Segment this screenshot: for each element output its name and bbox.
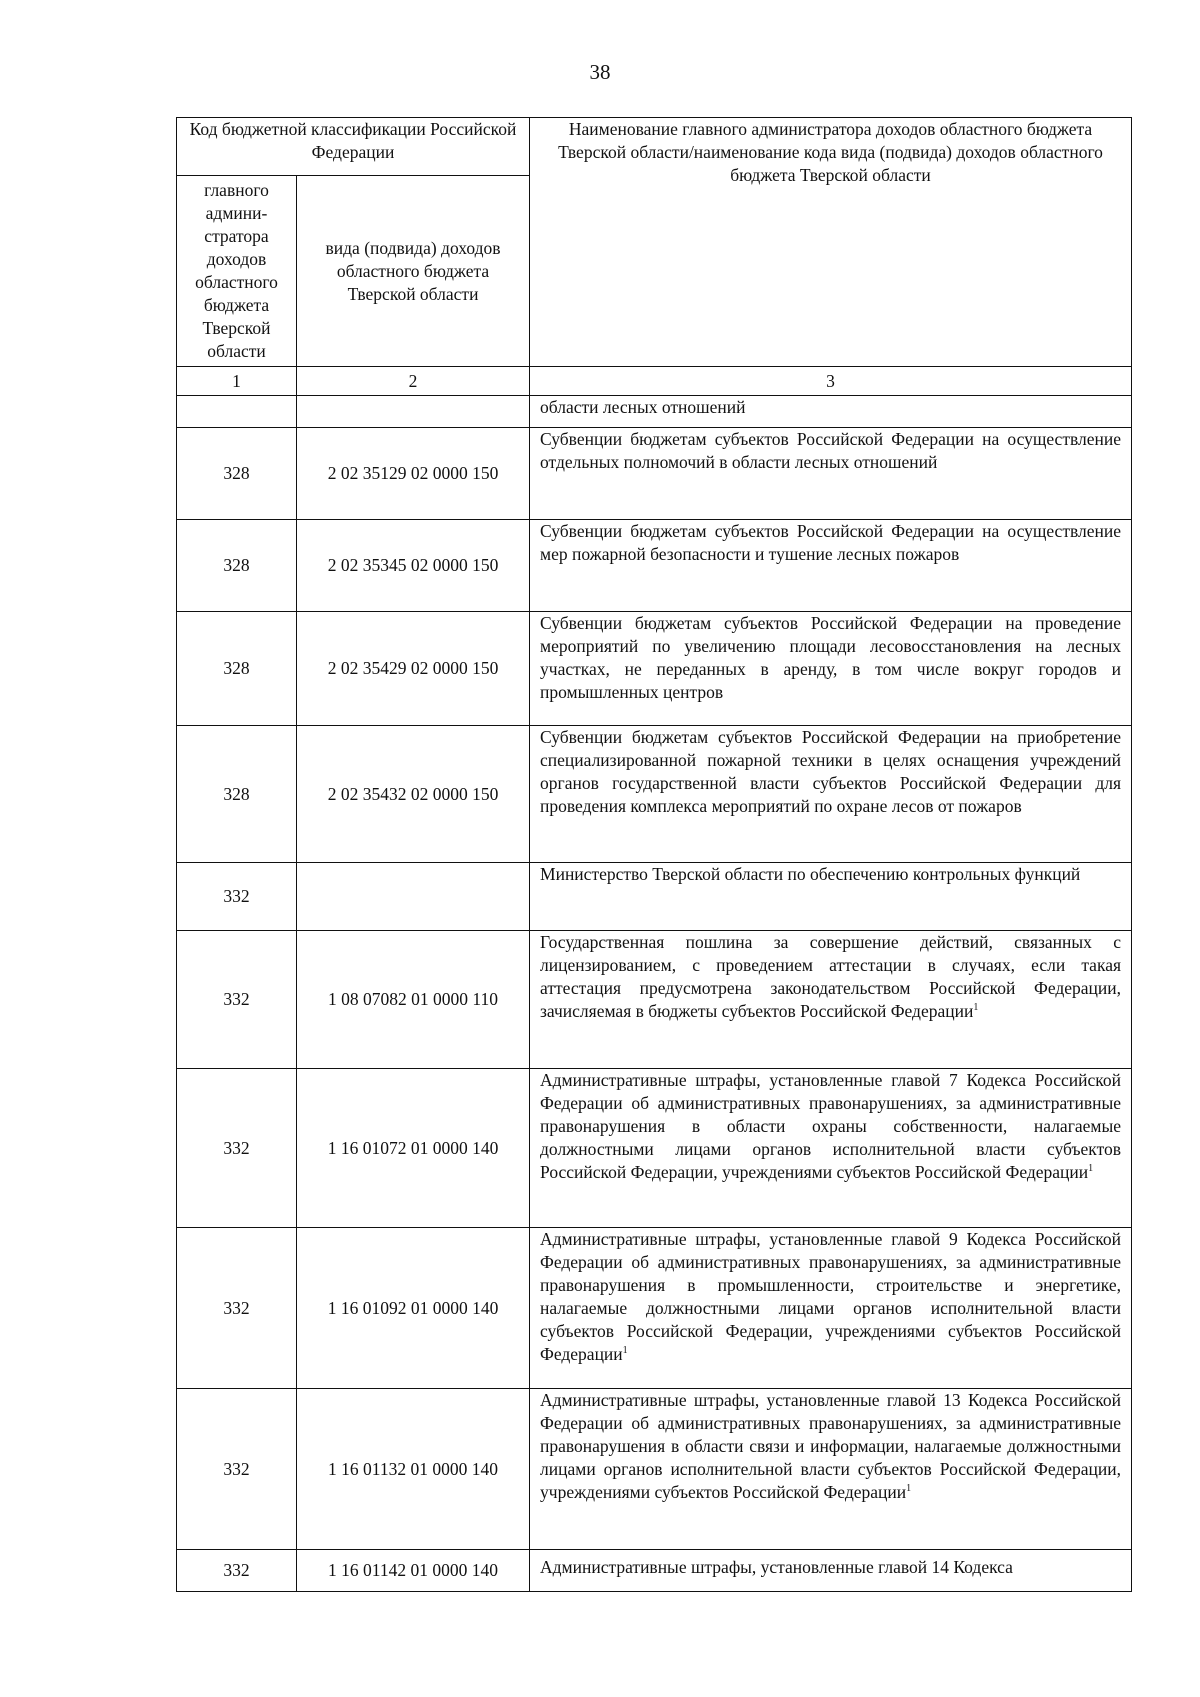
income-name: Административные штрафы, установленные главой 14 Кодекса xyxy=(530,1550,1132,1592)
header-col2-title: вида (подвида) доходов областного бюджета Тверской области xyxy=(297,176,530,367)
income-name-text: Административные штрафы, установленные главой 7 Кодекса Российской Федерации об административных правонарушениях, за административные правонарушения в области охраны собственности, налагаемые должностными лицами органов исполнительной власти субъектов Российской Федерации, учреждениями субъектов Российской Федерации xyxy=(540,1070,1122,1182)
income-code: 1 16 01092 01 0000 140 xyxy=(297,1228,530,1389)
continuation-text: области лесных отношений xyxy=(530,396,1132,428)
header-row-top xyxy=(177,118,1132,176)
table-row xyxy=(177,428,1132,520)
continuation-cell-2 xyxy=(297,396,530,428)
table-row xyxy=(177,726,1132,863)
continuation-row xyxy=(177,396,1132,428)
admin-code: 328 xyxy=(177,428,297,520)
table-row xyxy=(177,1228,1132,1389)
column-number-row xyxy=(177,367,1132,396)
income-name: Субвенции бюджетам субъектов Российской Федерации на осуществление мер пожарной безопасности и тушение лесных пожаров xyxy=(530,520,1132,612)
budget-classification-table xyxy=(176,117,1132,1592)
income-code: 1 08 07082 01 0000 110 xyxy=(297,931,530,1069)
income-name: Субвенции бюджетам субъектов Российской Федерации на приобретение специализированной пожарной техники в целях оснащения учреждений органов государственной власти субъектов Российской Федерации для проведения комплекса мероприятий по охране лесов от пожаров xyxy=(530,726,1132,863)
table-row xyxy=(177,520,1132,612)
admin-code: 332 xyxy=(177,1389,297,1550)
footnote-mark: 1 xyxy=(906,1483,912,1495)
footnote-mark: 1 xyxy=(622,1345,628,1357)
header-col1-title: главного админи-стратора доходов областного бюджета Тверской области xyxy=(177,176,297,367)
continuation-cell-1 xyxy=(177,396,297,428)
income-name-text: Государственная пошлина за совершение действий, связанных с лицензированием, с проведением аттестации в случаях, если такая аттестация предусмотрена законодательством Российской Федерации, зачисляемая в бюджеты субъектов Российской Федерации xyxy=(540,932,1122,1021)
income-code: 2 02 35432 02 0000 150 xyxy=(297,726,530,863)
header-group-title: Код бюджетной классификации Российской Федерации xyxy=(177,118,530,176)
income-name-text: Административные штрафы, установленные главой 9 Кодекса Российской Федерации об административных правонарушениях, за административные правонарушения в промышленности, строительстве и энергетике, налагаемые должностными лицами органов исполнительной власти субъектов Российской Федерации, учреждениями субъектов Российской Федерации xyxy=(540,1229,1122,1364)
income-name xyxy=(530,1069,1132,1228)
income-name: Министерство Тверской области по обеспечению контрольных функций xyxy=(530,863,1132,931)
income-name xyxy=(530,1389,1132,1550)
income-code: 1 16 01132 01 0000 140 xyxy=(297,1389,530,1550)
income-code: 2 02 35429 02 0000 150 xyxy=(297,612,530,726)
admin-code: 328 xyxy=(177,612,297,726)
income-name: Субвенции бюджетам субъектов Российской Федерации на осуществление отдельных полномочий в области лесных отношений xyxy=(530,428,1132,520)
income-name xyxy=(530,1228,1132,1389)
income-code: 2 02 35345 02 0000 150 xyxy=(297,520,530,612)
table-row xyxy=(177,1550,1132,1592)
table-row xyxy=(177,1389,1132,1550)
income-code: 1 16 01142 01 0000 140 xyxy=(297,1550,530,1592)
table-row xyxy=(177,612,1132,726)
page-number: 38 xyxy=(589,60,611,84)
admin-code: 332 xyxy=(177,1069,297,1228)
column-number-2: 2 xyxy=(297,367,530,396)
admin-code: 328 xyxy=(177,726,297,863)
footnote-mark: 1 xyxy=(973,1002,979,1014)
table-row xyxy=(177,863,1132,931)
footnote-mark: 1 xyxy=(1088,1163,1094,1175)
income-code: 2 02 35129 02 0000 150 xyxy=(297,428,530,520)
admin-code: 332 xyxy=(177,863,297,931)
table-row xyxy=(177,1069,1132,1228)
column-number-3: 3 xyxy=(530,367,1132,396)
admin-code: 332 xyxy=(177,1228,297,1389)
admin-code: 332 xyxy=(177,931,297,1069)
income-code: 1 16 01072 01 0000 140 xyxy=(297,1069,530,1228)
income-name-text: Административные штрафы, установленные главой 13 Кодекса Российской Федерации об административных правонарушениях, за административные правонарушения в области связи и информации, налагаемые должностными лицами органов исполнительной власти субъектов Российской Федерации, учреждениями субъектов Российской Федерации xyxy=(540,1390,1122,1502)
income-name xyxy=(530,931,1132,1069)
column-number-1: 1 xyxy=(177,367,297,396)
income-code xyxy=(297,863,530,931)
admin-code: 332 xyxy=(177,1550,297,1592)
table-row xyxy=(177,931,1132,1069)
income-name: Субвенции бюджетам субъектов Российской Федерации на проведение мероприятий по увеличению площади лесовосстановления на лесных участках, не переданных в аренду, в том числе вокруг городов и промышленных центров xyxy=(530,612,1132,726)
header-col3-title: Наименование главного администратора доходов областного бюджета Тверской области/наименование кода вида (подвида) доходов областного бюджета Тверской области xyxy=(530,118,1132,367)
admin-code: 328 xyxy=(177,520,297,612)
